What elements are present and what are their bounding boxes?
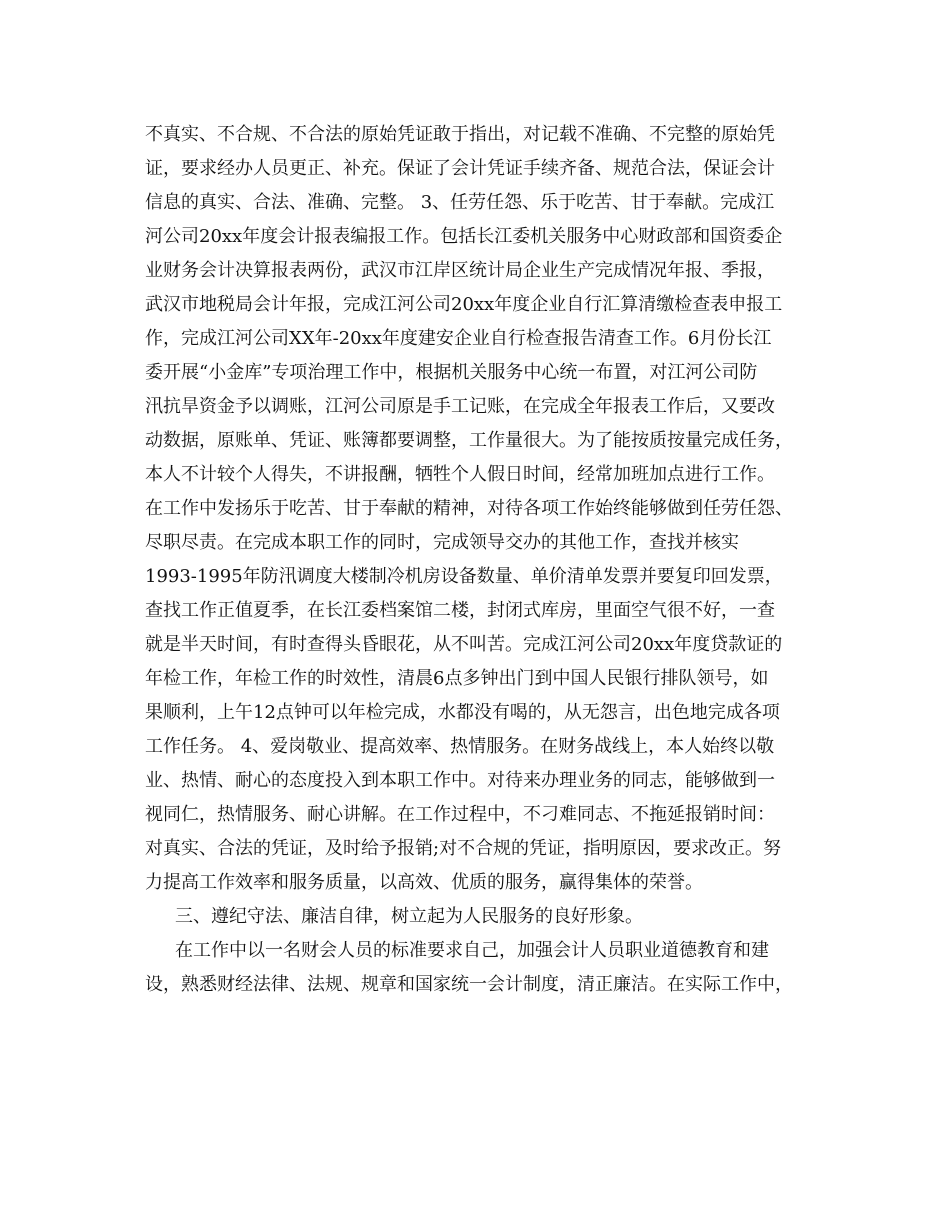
- text-line: 汛抗旱资金予以调账，江河公司原是手工记账，在完成全年报表工作后，又要改: [145, 396, 775, 417]
- text-line: 河公司20xx年度会计报表编报工作。包括长江委机关服务中心财政部和国资委企: [145, 226, 783, 247]
- text-line: 本人不计较个人得失，不讲报酬，牺牲个人假日时间，经常加班加点进行工作。: [145, 464, 775, 485]
- text-line: 设，熟悉财经法律、法规、规章和国家统一会计制度，清正廉洁。在实际工作中，: [145, 974, 793, 995]
- text-line: 武汉市地税局会计年报，完成江河公司20xx年度企业自行汇算清缴检查表申报工: [145, 294, 783, 315]
- text-line: 在工作中发扬乐于吃苦、甘于奉献的精神，对待各项工作始终能够做到任劳任怨、: [145, 498, 793, 519]
- text-line: 对真实、合法的凭证，及时给予报销;对不合规的凭证，指明原因，要求改正。努: [145, 838, 782, 859]
- text-line: 证，要求经办人员更正、补充。保证了会计凭证手续齐备、规范合法，保证会计: [145, 158, 775, 179]
- paragraph-start-line: 在工作中以一名财会人员的标准要求自己，加强会计人员职业道德教育和建: [175, 940, 769, 961]
- text-line: 业财务会计决算报表两份，武汉市江岸区统计局企业生产完成情况年报、季报，: [145, 260, 775, 281]
- text-line: 不真实、不合规、不合法的原始凭证敢于指出，对记载不准确、不完整的原始凭: [145, 124, 775, 145]
- text-line: 委开展“小金库”专项治理工作中，根据机关服务中心统一布置，对江河公司防: [145, 362, 758, 383]
- text-line: 查找工作正值夏季，在长江委档案馆二楼，封闭式库房，里面空气很不好，一查: [145, 600, 775, 621]
- text-line: 力提高工作效率和服务质量，以高效、优质的服务，赢得集体的荣誉。: [145, 872, 703, 893]
- text-line: 果顺利，上午12点钟可以年检完成，水都没有喝的，从无怨言，出色地完成各项: [145, 702, 780, 723]
- text-line: 尽职尽责。在完成本职工作的同时，完成领导交办的其他工作，查找并核实: [145, 532, 739, 553]
- text-line: 就是半天时间，有时查得头昏眼花，从不叫苦。完成江河公司20xx年度贷款证的: [145, 634, 783, 655]
- text-line: 业、热情、耐心的态度投入到本职工作中。对待来办理业务的同志，能够做到一: [145, 770, 775, 791]
- text-line: 视同仁，热情服务、耐心讲解。在工作过程中，不刁难同志、不拖延报销时间：: [145, 804, 775, 825]
- text-line: 年检工作，年检工作的时效性，清晨6点多钟出门到中国人民银行排队领号，如: [145, 668, 769, 689]
- text-line: 工作任务。 4、爱岗敬业、提高效率、热情服务。在财务战线上，本人始终以敬: [145, 736, 775, 757]
- section-heading: 三、遵纪守法、廉洁自律，树立起为人民服务的良好形象。: [175, 906, 643, 927]
- text-line: 作，完成江河公司XX年-20xx年度建安企业自行检查报告清查工作。6月份长江: [145, 328, 772, 349]
- text-line: 动数据，原账单、凭证、账簿都要调整，工作量很大。为了能按质按量完成任务，: [145, 430, 793, 451]
- text-line: 信息的真实、合法、准确、完整。 3、任劳任怨、乐于吃苦、甘于奉献。完成江: [145, 192, 775, 213]
- text-line: 1993-1995年防汛调度大楼制冷机房设备数量、单价清单发票并要复印回发票，: [145, 566, 783, 587]
- body-text: [145, 118, 810, 1002]
